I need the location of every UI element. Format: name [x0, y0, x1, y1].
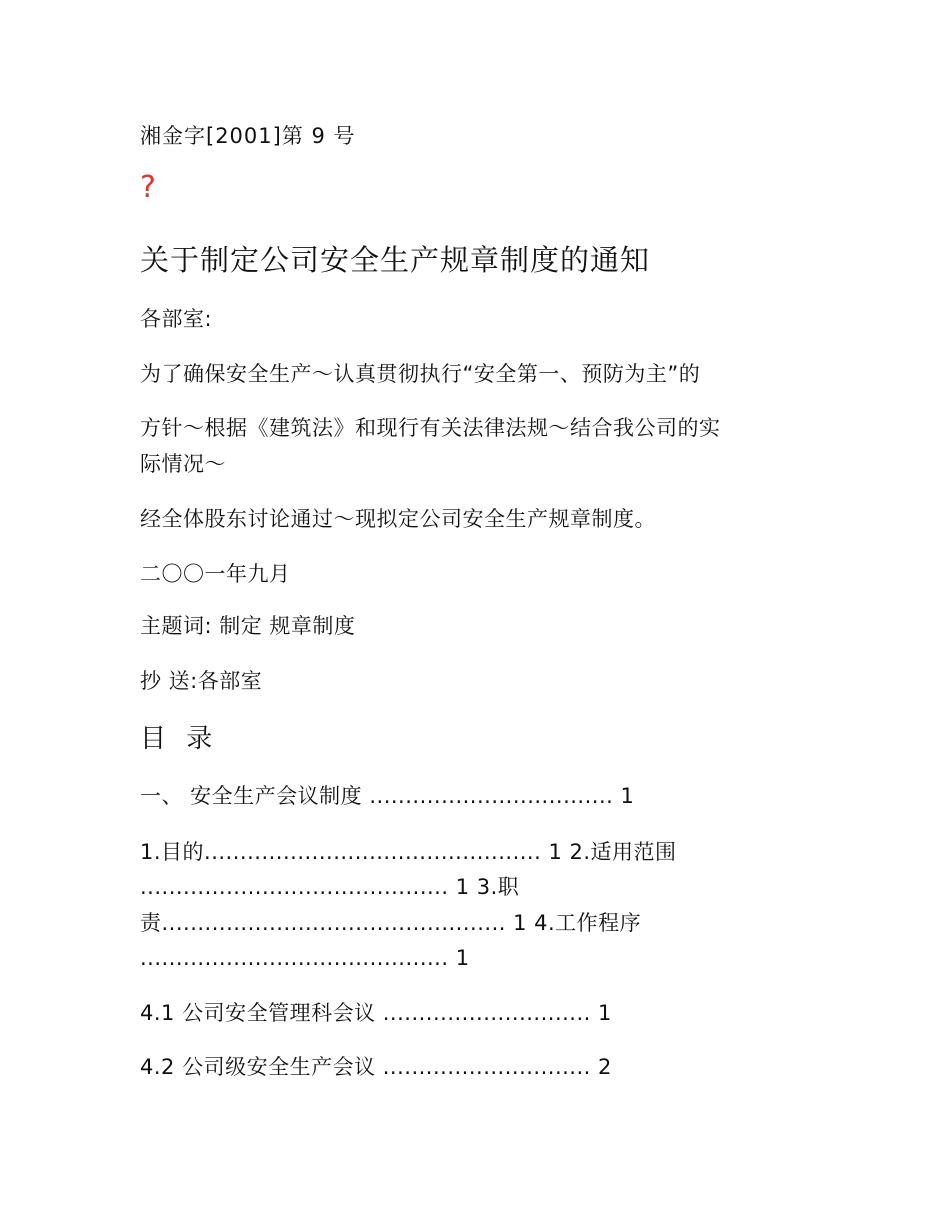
toc-entry: 责................................................ 1 4.工作程序 — [140, 911, 642, 935]
body-paragraph-1: 为了确保安全生产～认真贯彻执行“安全第一、预防为主”的 — [140, 362, 701, 386]
cc-line: 抄 送:各部室 — [140, 669, 263, 693]
body-paragraph-2-line-1: 方针～根据《建筑法》和现行有关法律法规～结合我公司的实 — [140, 416, 721, 440]
subject-words: 主题词: 制定 规章制度 — [140, 614, 356, 638]
toc-title: 目 录 — [140, 724, 219, 754]
toc-entry: ........................................... 1 — [140, 946, 470, 970]
toc-entry: 一、 安全生产会议制度 .................................. 1 — [140, 784, 635, 808]
toc-entry: 4.2 公司级安全生产会议 ............................. 2 — [140, 1055, 612, 1079]
notice-title: 关于制定公司安全生产规章制度的通知 — [140, 243, 651, 277]
toc-entry: ........................................... 1 3.职 — [140, 875, 520, 899]
document-number: 湘金字[2001]第 9 号 — [140, 124, 356, 148]
toc-entry: 1.目的............................................... 1 2.适用范围 — [140, 840, 677, 864]
body-paragraph-3: 经全体股东讨论通过～现拟定公司安全生产规章制度。 — [140, 507, 656, 531]
toc-entry: 4.1 公司安全管理科会议 ............................. 1 — [140, 1001, 612, 1025]
missing-glyph-marker: ? — [140, 170, 157, 205]
addressee: 各部室: — [140, 307, 213, 331]
issue-date: 二〇〇一年九月 — [140, 562, 291, 586]
body-paragraph-2-line-2: 际情况～ — [140, 452, 226, 476]
